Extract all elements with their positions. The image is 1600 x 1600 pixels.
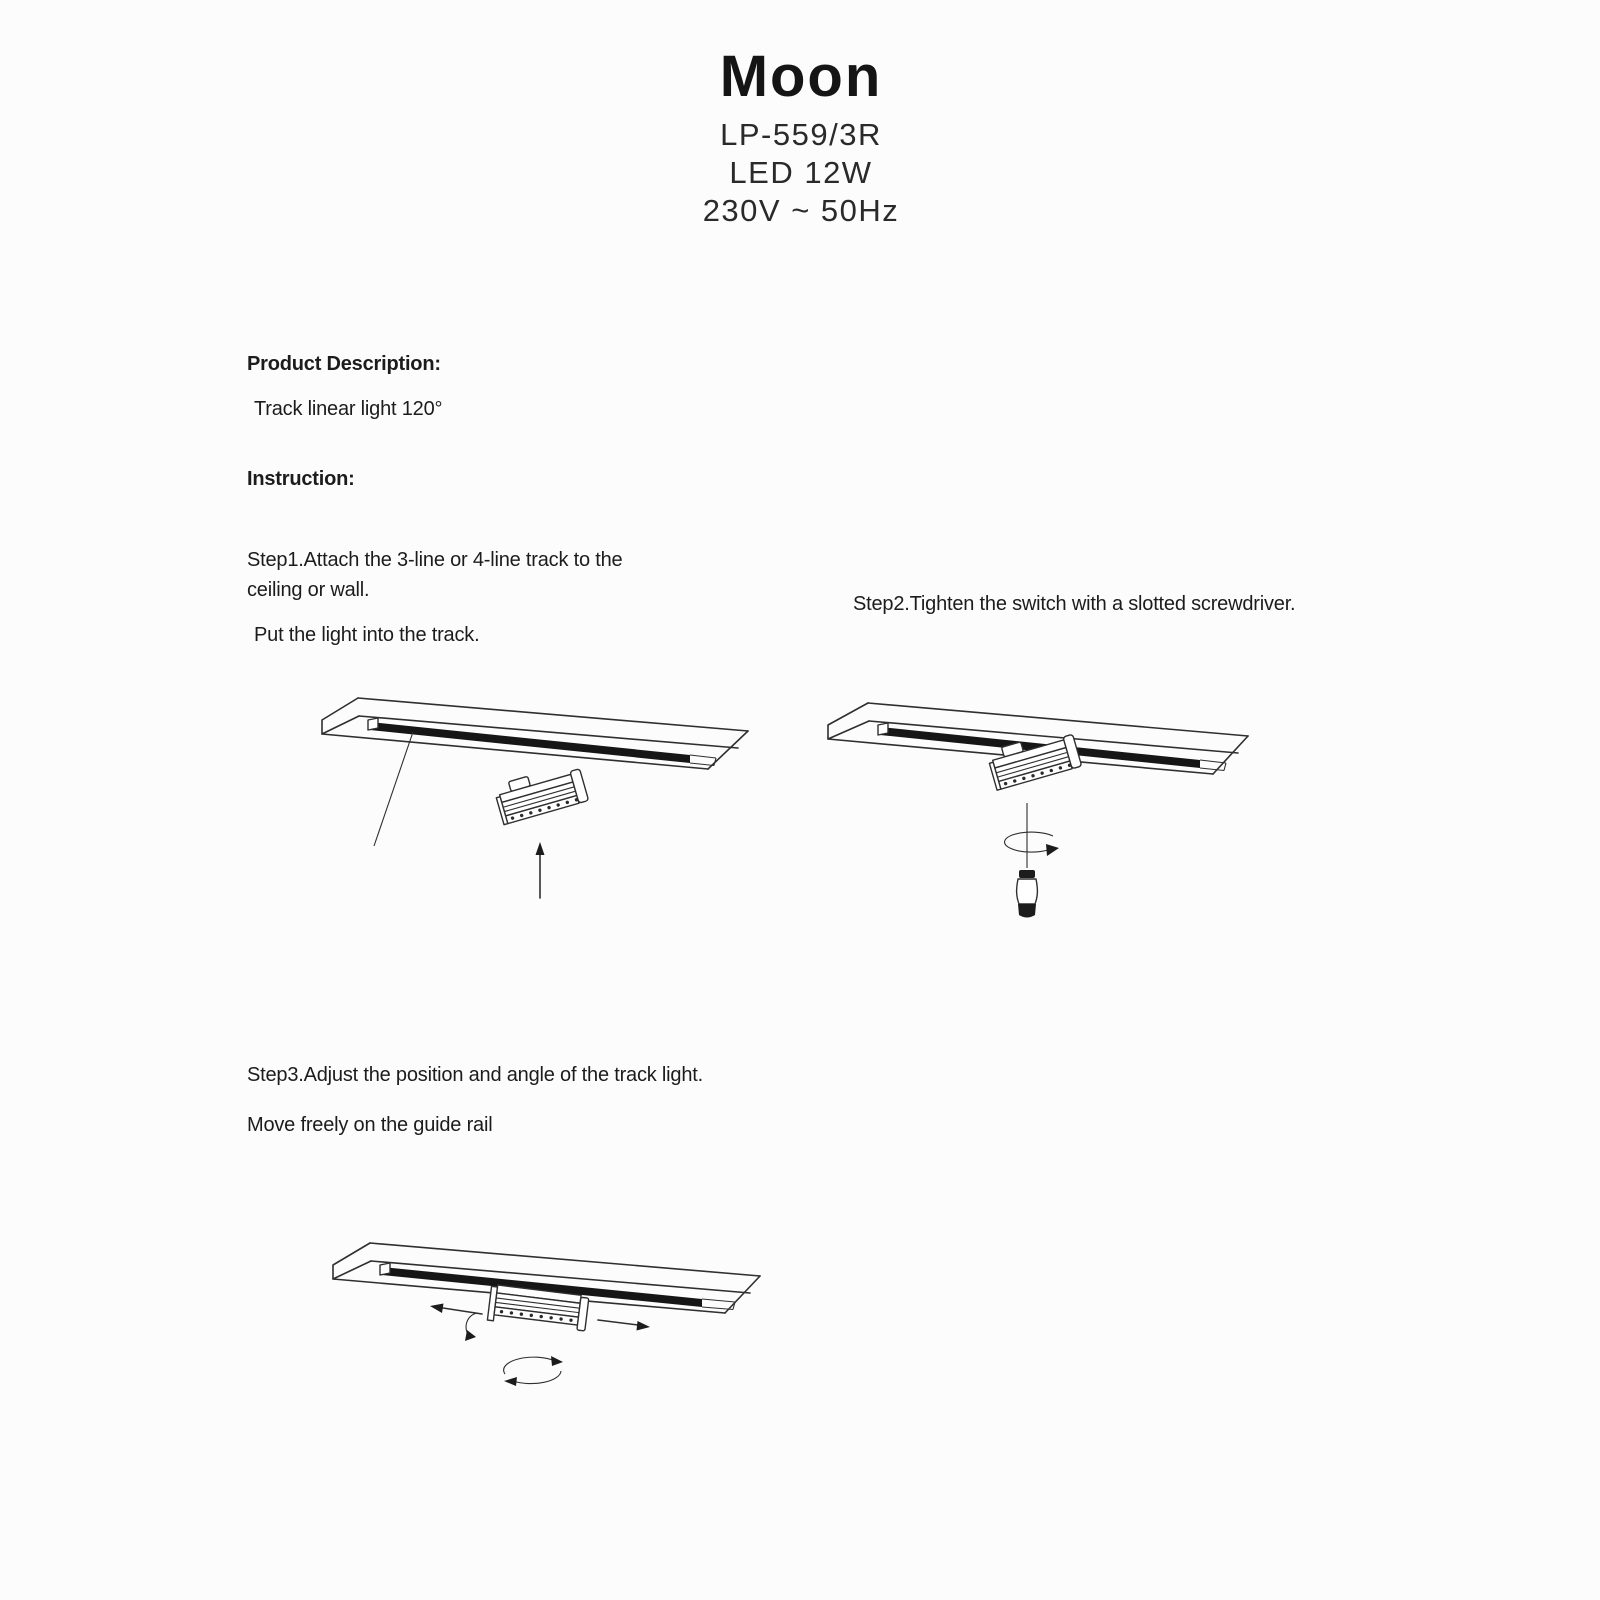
product-title: Moon xyxy=(719,44,883,109)
product-description-heading: Product Description: xyxy=(247,353,441,375)
up-arrow-icon xyxy=(536,842,545,898)
step1-line2: ceiling or wall. xyxy=(247,579,370,601)
instruction-heading: Instruction: xyxy=(247,468,355,490)
step1-diagram xyxy=(290,670,760,905)
screwdriver-ferrule xyxy=(1019,870,1035,878)
light-fixture xyxy=(986,728,1082,791)
light-fixture xyxy=(493,762,589,825)
step3-note: Move freely on the guide rail xyxy=(247,1114,493,1136)
step2-diagram xyxy=(805,670,1265,920)
model-number: LP-559/3R xyxy=(720,117,882,152)
track-leader-line xyxy=(374,732,413,846)
rotation-arrow-icon xyxy=(1005,832,1059,856)
screwdriver-handle xyxy=(1017,879,1038,904)
step1-line1: Step1.Attach the 3-line or 4-line track to the xyxy=(247,549,623,571)
tilt-arrow-icon xyxy=(465,1313,478,1341)
step1-note: Put the light into the track. xyxy=(254,624,480,646)
ceiling-track xyxy=(322,698,748,846)
screwdriver xyxy=(1005,803,1059,918)
step2-text: Step2.Tighten the switch with a slotted screwdriver. xyxy=(853,593,1296,615)
product-specs xyxy=(401,116,1201,230)
step3-diagram xyxy=(300,1210,770,1410)
header xyxy=(401,46,1201,230)
product-description-text: Track linear light 120° xyxy=(254,398,443,420)
step3-text: Step3.Adjust the position and angle of the track light. xyxy=(247,1064,703,1086)
slide-right-arrow-icon xyxy=(598,1320,650,1331)
power-rating: LED 12W xyxy=(729,155,873,190)
step1-text xyxy=(247,545,622,605)
voltage-rating: 230V ~ 50Hz xyxy=(702,193,900,228)
slide-left-arrow-icon xyxy=(430,1304,482,1315)
rotation-arrows-icon xyxy=(504,1356,563,1386)
